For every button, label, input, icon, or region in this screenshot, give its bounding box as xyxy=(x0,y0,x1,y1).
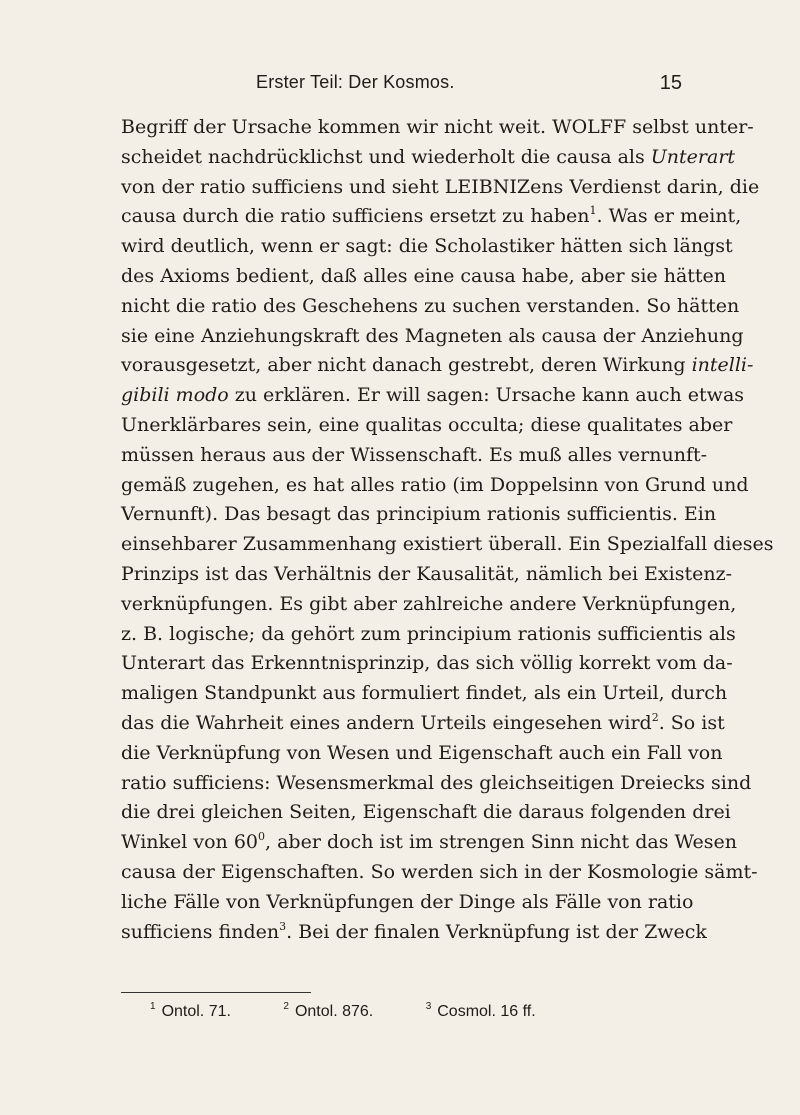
text-line: z. B. logische; da gehört zum principium rationis sufficientis als xyxy=(121,622,736,645)
footnote xyxy=(150,1003,231,1021)
text-line: Winkel von $60^0$, aber doch ist im strengen Sinn nicht das Wesen xyxy=(121,830,737,854)
footnote-text: Cosmol. 16 ff. xyxy=(437,1003,536,1020)
text-line: causa durch die ratio sufficiens ersetzt zu haben$^1$. Was er meint, xyxy=(121,204,742,228)
italic-term: intelli- xyxy=(691,354,754,377)
text-line: scheidet nachdrücklichst und wiederholt die causa als Unterart xyxy=(121,145,736,168)
text-line: sie eine Anziehungskraft des Magneten als causa der Anziehung xyxy=(121,324,744,347)
body-text xyxy=(121,113,774,947)
text-line: von der ratio sufficiens und sieht LEIBNIZens Verdienst darin, die xyxy=(121,175,760,198)
text-line: müssen heraus aus der Wissenschaft. Es muß alles vernunft- xyxy=(121,443,708,466)
footnotes xyxy=(150,1003,670,1021)
text-line: sufficiens finden$^3$. Bei der finalen Verknüpfung ist der Zweck xyxy=(121,919,707,943)
footnote xyxy=(283,1003,373,1021)
text-line: maligen Standpunkt aus formuliert findet, als ein Urteil, durch xyxy=(121,682,728,705)
footnote-marker: 2 xyxy=(283,1001,289,1012)
footnote-marker: 3 xyxy=(425,1001,432,1012)
text-line: die drei gleichen Seiten, Eigenschaft die daraus folgenden drei xyxy=(121,801,731,824)
italic-term: gibili modo xyxy=(121,384,229,407)
italic-term: Unterart xyxy=(650,145,736,168)
text-line: liche Fälle von Verknüpfungen der Dinge als Fälle von ratio xyxy=(121,890,694,913)
degree-mark: 0 xyxy=(258,830,266,844)
running-head: Erster Teil: Der Kosmos. xyxy=(256,72,455,92)
text-line: nicht die ratio des Geschehens zu suchen verstanden. So hätten xyxy=(121,294,740,317)
footnote-text: Ontol. 71. xyxy=(161,1003,231,1020)
footnote-ref: 2 xyxy=(651,710,659,724)
text-line: das die Wahrheit eines andern Urteils eingesehen wird$^2$. So ist xyxy=(121,710,725,734)
footnote-text: Ontol. 876. xyxy=(294,1003,374,1020)
text-line: vorausgesetzt, aber nicht danach gestrebt, deren Wirkung intelli- xyxy=(121,354,754,377)
text-line: einsehbarer Zusammenhang existiert überall. Ein Spezialfall dieses xyxy=(121,533,774,556)
text-line: gibili modo zu erklären. Er will sagen: Ursache kann auch etwas xyxy=(121,384,745,407)
text-line: causa der Eigenschaften. So werden sich in der Kosmologie sämt- xyxy=(121,860,758,883)
footnote-marker: 1 xyxy=(150,1001,156,1012)
text-line: Prinzips ist das Verhältnis der Kausalität, nämlich bei Existenz- xyxy=(121,562,733,585)
footnote xyxy=(426,1003,536,1021)
text-line: gemäß zugehen, es hat alles ratio (im Doppelsinn von Grund und xyxy=(121,473,749,496)
text-line: ratio sufficiens: Wesensmerkmal des gleichseitigen Dreiecks sind xyxy=(121,771,752,794)
footnote-ref: 1 xyxy=(589,204,597,218)
page-number: 15 xyxy=(659,72,682,94)
footnote-rule xyxy=(121,992,311,993)
text-line: die Verknüpfung von Wesen und Eigenschaft auch ein Fall von xyxy=(121,741,723,764)
text-line: Unterart das Erkenntnisprinzip, das sich völlig korrekt vom da- xyxy=(121,652,733,675)
text-line: verknüpfungen. Es gibt aber zahlreiche andere Verknüpfungen, xyxy=(121,592,737,615)
page-header xyxy=(122,72,682,102)
text-line: wird deutlich, wenn er sagt: die Scholastiker hätten sich längst xyxy=(121,235,733,258)
text-line: Vernunft). Das besagt das principium rationis sufficientis. Ein xyxy=(121,503,717,526)
text-line: Unerklärbares sein, eine qualitas occulta; diese qualitates aber xyxy=(121,413,733,436)
text-line: des Axioms bedient, daß alles eine causa habe, aber sie hätten xyxy=(121,264,727,287)
footnote-ref: 3 xyxy=(279,919,287,933)
text-line: Begriff der Ursache kommen wir nicht weit. WOLFF selbst unter- xyxy=(121,116,754,138)
